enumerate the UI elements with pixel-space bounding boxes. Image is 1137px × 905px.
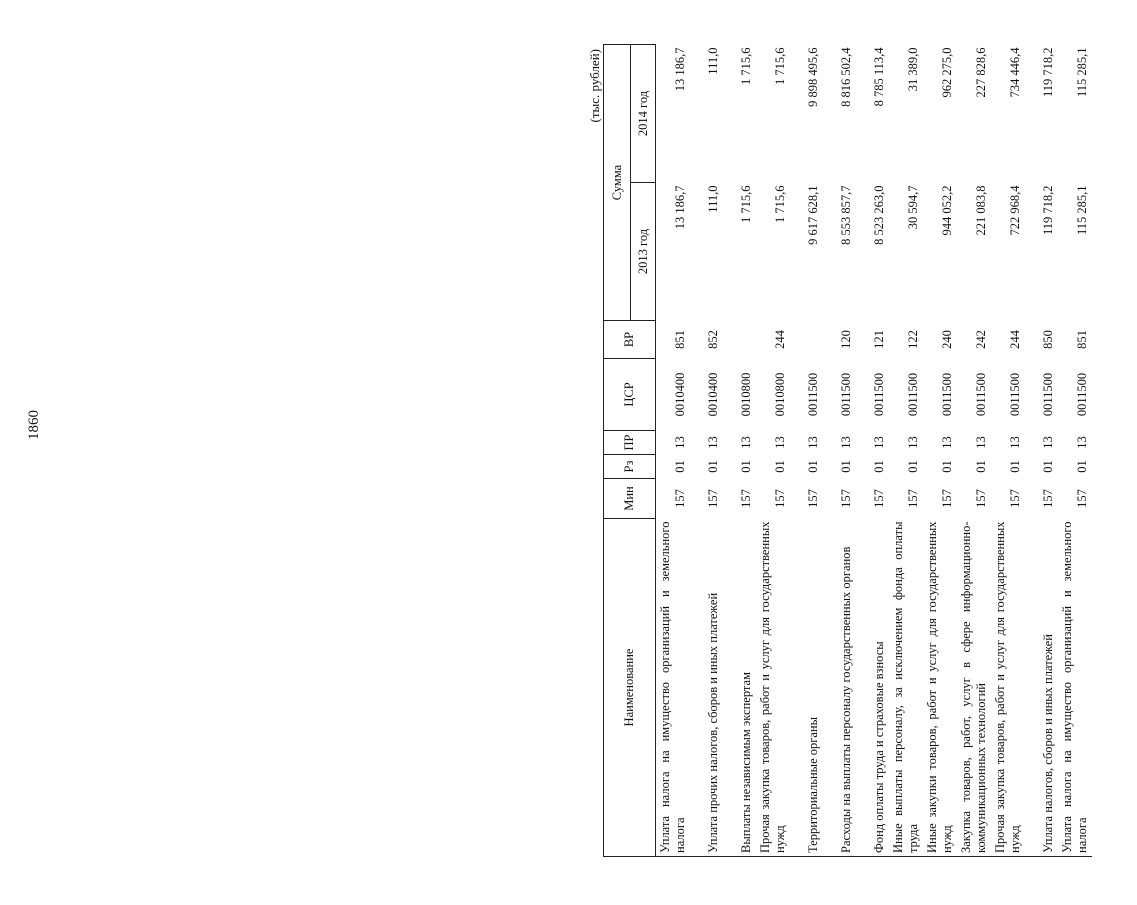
row-pr: 13	[974, 436, 988, 449]
row-2013: 8 523 263,0	[872, 185, 886, 245]
row-pr: 13	[906, 436, 920, 449]
row-2014: 962 275,0	[940, 47, 954, 98]
row-pr: 13	[839, 436, 853, 449]
row-min: 157	[839, 489, 853, 508]
row-name: Иные выплаты персоналу, за исключением фонда оплаты труда	[889, 519, 923, 857]
row-rz: 01	[1075, 460, 1089, 473]
row-rz: 01	[1008, 460, 1022, 473]
row-2013: 722 968,4	[1008, 185, 1022, 236]
table-row	[856, 45, 889, 857]
table-row	[923, 45, 957, 857]
row-2014: 119 718,2	[1041, 47, 1055, 98]
row-name: Закупка товаров, работ, услуг в сфере информационно-коммуникационных технологий	[957, 519, 991, 857]
row-min: 157	[739, 489, 753, 508]
row-min: 157	[673, 489, 687, 508]
row-vr: 852	[706, 330, 720, 349]
table-row	[823, 45, 856, 857]
row-2013: 13 186,7	[673, 185, 687, 230]
row-csr: 0011500	[906, 372, 920, 417]
table-row	[889, 45, 923, 857]
row-2014: 111,0	[706, 47, 720, 75]
row-csr: 0011500	[974, 372, 988, 417]
row-pr: 13	[940, 436, 954, 449]
row-pr: 13	[1041, 436, 1055, 449]
row-rz: 01	[839, 460, 853, 473]
header-2013: 2013 год	[631, 183, 656, 321]
row-vr: 244	[773, 330, 787, 349]
row-rz: 01	[974, 460, 988, 473]
table-row	[723, 45, 756, 857]
header-rz: Рз	[604, 455, 656, 479]
row-pr: 13	[673, 436, 687, 449]
row-name: Иные закупки товаров, работ и услуг для государственных нужд	[923, 519, 957, 857]
table-row	[756, 45, 790, 857]
row-2014: 227 828,6	[974, 47, 988, 98]
row-rz: 01	[773, 460, 787, 473]
row-csr: 0010400	[706, 372, 720, 417]
units-label: (тыс. рублей)	[587, 49, 602, 123]
row-rz: 01	[739, 460, 753, 473]
header-name: Наименование	[604, 519, 656, 857]
row-2013: 1 715,6	[773, 185, 787, 223]
row-min: 157	[706, 489, 720, 508]
row-vr: 850	[1041, 330, 1055, 349]
row-min: 157	[872, 489, 886, 508]
table-row	[690, 45, 723, 857]
row-name: Фонд оплаты труда и страховые взносы	[856, 519, 889, 857]
row-2013: 1 715,6	[739, 185, 753, 223]
row-2013: 30 594,7	[906, 185, 920, 230]
row-csr: 0011500	[872, 372, 886, 417]
row-pr: 13	[806, 436, 820, 449]
table-row	[1058, 45, 1092, 857]
row-csr: 0011500	[1008, 372, 1022, 417]
row-name: Уплата налогов, сборов и иных платежей	[1025, 519, 1058, 857]
budget-table	[603, 44, 1092, 857]
header-vr: ВР	[604, 321, 656, 359]
row-2014: 13 186,7	[673, 47, 687, 92]
row-min: 157	[1008, 489, 1022, 508]
row-2013: 944 052,2	[940, 185, 954, 236]
header-min: Мин	[604, 479, 656, 519]
row-pr: 13	[1075, 436, 1089, 449]
row-pr: 13	[1008, 436, 1022, 449]
table-row	[957, 45, 991, 857]
row-vr	[790, 321, 823, 359]
header-csr: ЦСР	[604, 359, 656, 431]
row-min: 157	[974, 489, 988, 508]
row-vr: 121	[872, 330, 886, 349]
table-row	[656, 45, 691, 857]
row-min: 157	[806, 489, 820, 508]
row-pr: 13	[872, 436, 886, 449]
row-name: Уплата налога на имущество организаций и земельного налога	[1058, 519, 1092, 857]
row-min: 157	[906, 489, 920, 508]
row-2013: 221 083,8	[974, 185, 988, 236]
row-min: 157	[940, 489, 954, 508]
table-row	[991, 45, 1025, 857]
row-vr	[723, 321, 756, 359]
table-row	[790, 45, 823, 857]
row-min: 157	[1075, 489, 1089, 508]
row-2014: 115 285,1	[1075, 47, 1089, 98]
row-name: Прочая закупка товаров, работ и услуг для государственных нужд	[756, 519, 790, 857]
row-2014: 734 446,4	[1008, 47, 1022, 98]
row-vr: 851	[1075, 330, 1089, 349]
row-rz: 01	[806, 460, 820, 473]
row-csr: 0011500	[1075, 372, 1089, 417]
row-pr: 13	[773, 436, 787, 449]
table-body	[656, 45, 1093, 857]
row-2014: 8 785 113,4	[872, 47, 886, 107]
row-name: Уплата налога на имущество организаций и земельного налога	[656, 519, 691, 857]
header-row	[604, 45, 631, 857]
row-rz: 01	[706, 460, 720, 473]
row-2013: 9 617 628,1	[806, 185, 820, 245]
row-vr: 851	[673, 330, 687, 349]
row-2013: 119 718,2	[1041, 185, 1055, 236]
row-min: 157	[1041, 489, 1055, 508]
row-rz: 01	[1041, 460, 1055, 473]
row-2014: 8 816 502,4	[839, 47, 853, 107]
row-pr: 13	[739, 436, 753, 449]
row-name: Прочая закупка товаров, работ и услуг для государственных нужд	[991, 519, 1025, 857]
row-rz: 01	[673, 460, 687, 473]
rotated-page-content	[587, 45, 1137, 857]
row-rz: 01	[872, 460, 886, 473]
header-pr: ПР	[604, 431, 656, 455]
row-vr: 242	[974, 330, 988, 349]
row-min: 157	[773, 489, 787, 508]
row-csr: 0011500	[940, 372, 954, 417]
row-csr: 0011500	[839, 372, 853, 417]
row-vr: 122	[906, 330, 920, 349]
row-csr: 0010800	[739, 372, 753, 417]
row-2014: 1 715,6	[773, 47, 787, 85]
row-vr: 244	[1008, 330, 1022, 349]
header-2014: 2014 год	[631, 45, 656, 183]
row-csr: 0010400	[673, 372, 687, 417]
page-number: 1860	[26, 410, 42, 440]
row-rz: 01	[940, 460, 954, 473]
row-name: Выплаты независимым экспертам	[723, 519, 756, 857]
row-csr: 0010800	[773, 372, 787, 417]
row-vr: 120	[839, 330, 853, 349]
row-name: Расходы на выплаты персоналу государственных органов	[823, 519, 856, 857]
row-vr: 240	[940, 330, 954, 349]
row-name: Территориальные органы	[790, 519, 823, 857]
header-sum: Сумма	[604, 45, 631, 321]
row-2014: 31 389,0	[906, 47, 920, 92]
row-name: Уплата прочих налогов, сборов и иных платежей	[690, 519, 723, 857]
row-2013: 115 285,1	[1075, 185, 1089, 236]
row-csr: 0011500	[1041, 372, 1055, 417]
row-pr: 13	[706, 436, 720, 449]
row-2014: 9 898 495,6	[806, 47, 820, 107]
row-2013: 8 553 857,7	[839, 185, 853, 245]
row-2013: 111,0	[706, 185, 720, 213]
table-row	[1025, 45, 1058, 857]
row-rz: 01	[906, 460, 920, 473]
row-csr: 0011500	[806, 372, 820, 417]
row-2014: 1 715,6	[739, 47, 753, 85]
